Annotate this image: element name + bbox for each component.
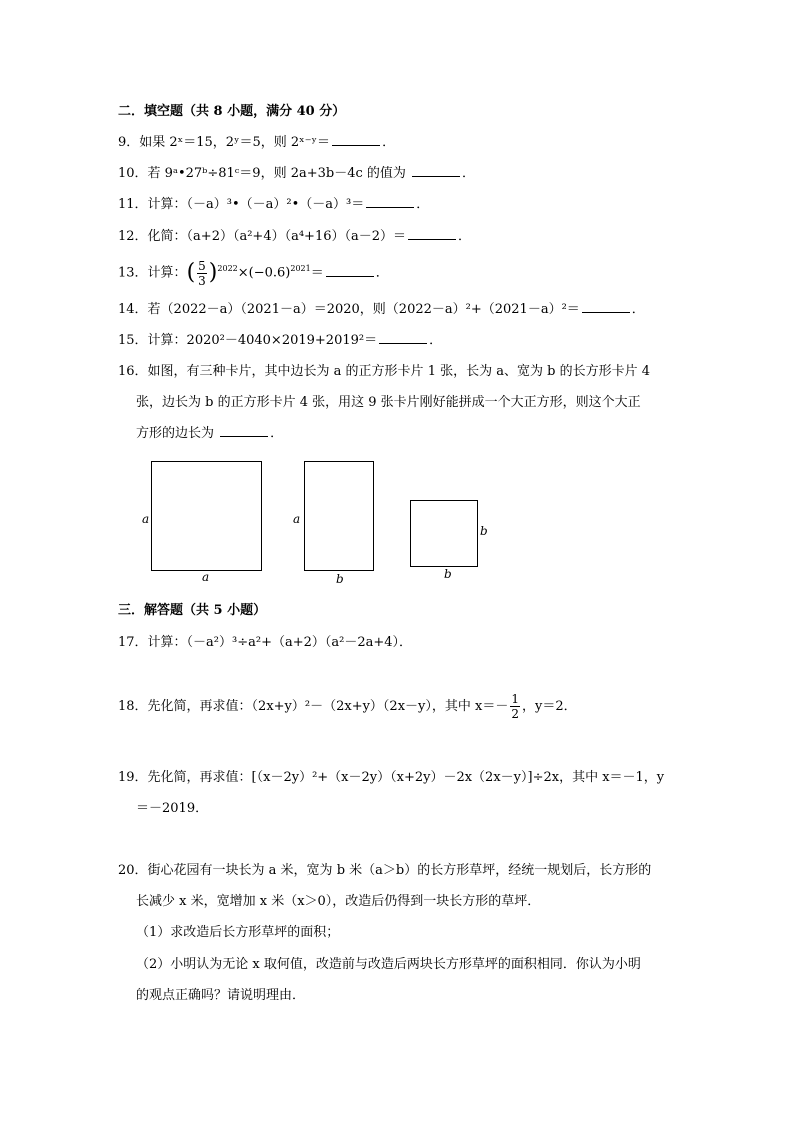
question-20-sub-2-line-2: 的观点正确吗？请说明理由．	[136, 988, 306, 1003]
period: ．	[382, 135, 396, 150]
question-10	[118, 164, 475, 184]
small-square-card	[410, 500, 478, 567]
question-suffix: ，y＝2．	[522, 699, 577, 714]
card-side-label: b	[444, 567, 452, 581]
period: ．	[462, 166, 476, 181]
question-text: 化简：（a+2）（a²+4）（a⁴+16）（a－2）＝	[147, 229, 407, 244]
period: ．	[429, 333, 443, 348]
question-number: 17．	[118, 635, 148, 650]
question-17	[118, 633, 412, 653]
fraction-numerator: 1	[511, 692, 519, 706]
question-14	[118, 300, 645, 320]
question-number: 19．	[118, 770, 148, 785]
rectangle-card	[304, 461, 374, 571]
question-number: 18．	[118, 699, 148, 714]
card-side-label: b	[336, 572, 344, 586]
answer-blank	[326, 264, 374, 277]
card-side-label: a	[293, 512, 301, 526]
question-number: 16．	[118, 364, 148, 379]
question-text: 若（2022－a）（2021－a）＝2020，则（2022－a）²+（2021－a）²＝	[147, 302, 580, 317]
question-16-line-3	[136, 424, 283, 444]
question-16-line-2: 张，边长为 b 的正方形卡片 4 张，用这 9 张卡片刚好能拼成一个大正方形，则这个大正	[136, 395, 641, 410]
fraction-denominator: 2	[511, 707, 519, 721]
answer-blank	[379, 331, 427, 344]
question-13: 13．计算：( $\frac{5}{3}$ )$^{2022}\times(-0.6)^{2021}=$ ．	[118, 258, 389, 288]
question-11	[118, 195, 429, 215]
question-9	[118, 133, 395, 153]
fraction-denominator: 3	[198, 273, 206, 288]
exponent: 2021	[290, 264, 311, 274]
question-text: 方形的边长为	[136, 426, 215, 441]
question-16-line-1	[118, 362, 650, 382]
answer-blank	[220, 424, 268, 437]
question-number: 13．	[118, 265, 148, 281]
answer-blank	[408, 227, 456, 240]
question-text: 街心花园有一块长为 a 米，宽为 b 米（a＞b）的长方形草坪，经统一规划后，长方形的	[147, 863, 652, 878]
question-text: 先化简，再求值：[（x－2y）²+（x－2y）（x+2y）－2x（2x－y）]÷2x，其中 x＝－1，y	[147, 770, 665, 785]
question-text: 如图，有三种卡片，其中边长为 a 的正方形卡片 1 张，长为 a、宽为 b 的长方形卡片 4	[147, 364, 650, 379]
fraction-numerator: 5	[198, 258, 206, 273]
answer-blank	[366, 195, 414, 208]
question-18	[118, 692, 577, 722]
question-12	[118, 227, 471, 247]
question-number: 15．	[118, 333, 148, 348]
question-number: 11．	[118, 197, 148, 212]
exponent: 2022	[217, 264, 238, 274]
question-number: 20．	[118, 863, 148, 878]
question-text: 若 9ᵃ•27ᵇ÷81ᶜ＝9，则 2a+3b－4c 的值为	[147, 166, 406, 181]
question-20-sub-1: （1）求改造后长方形草坪的面积；	[136, 925, 340, 940]
period: ．	[416, 197, 430, 212]
card-side-label: a	[142, 512, 150, 526]
question-20-sub-2-line-1: （2）小明认为无论 x 取何值，改造前与改造后两块长方形草坪的面积相同．你认为小明	[136, 957, 641, 972]
large-square-card	[151, 461, 262, 571]
question-19-line-1	[118, 768, 664, 788]
fraction	[510, 692, 520, 721]
period: ．	[270, 426, 284, 441]
question-19-line-2: ＝－2019．	[136, 801, 209, 816]
question-prefix: 先化简，再求值：（2x+y）²－（2x+y）（2x－y），其中 x＝－	[147, 699, 509, 714]
period: ．	[631, 302, 645, 317]
question-number: 9．	[118, 135, 140, 150]
question-20-line-1	[118, 861, 651, 881]
question-text: 如果 2ˣ＝15，2ʸ＝5，则 2ˣ⁻ʸ＝	[139, 135, 331, 150]
fraction	[197, 259, 207, 288]
section-2-title: 二．填空题（共 8 小题，满分 40 分）	[118, 104, 346, 119]
card-side-label: b	[480, 524, 488, 538]
question-text: 计算：2020²－4040×2019+2019²＝	[147, 333, 378, 348]
question-number: 12．	[118, 229, 148, 244]
question-20-line-2: 长减少 x 米，宽增加 x 米（x＞0），改造后仍得到一块长方形的草坪．	[136, 894, 541, 909]
period: ．	[458, 229, 472, 244]
question-text: 计算：（－a）³•（－a）²•（－a）³＝	[147, 197, 365, 212]
question-number: 10．	[118, 166, 148, 181]
period: ．	[375, 265, 389, 281]
question-15	[118, 331, 442, 351]
equals: ＝	[310, 265, 324, 281]
question-text: 计算：（－a²）³÷a²+（a+2）（a²－2a+4）．	[147, 635, 413, 650]
section-3-title: 三．解答题（共 5 小题）	[118, 603, 267, 618]
card-side-label: a	[202, 570, 210, 584]
answer-blank	[582, 300, 630, 313]
answer-blank	[332, 133, 380, 146]
multiplier: ×(−0.6)	[237, 265, 291, 281]
question-prefix: 计算：	[147, 265, 187, 281]
question-number: 14．	[118, 302, 148, 317]
answer-blank	[412, 164, 460, 177]
